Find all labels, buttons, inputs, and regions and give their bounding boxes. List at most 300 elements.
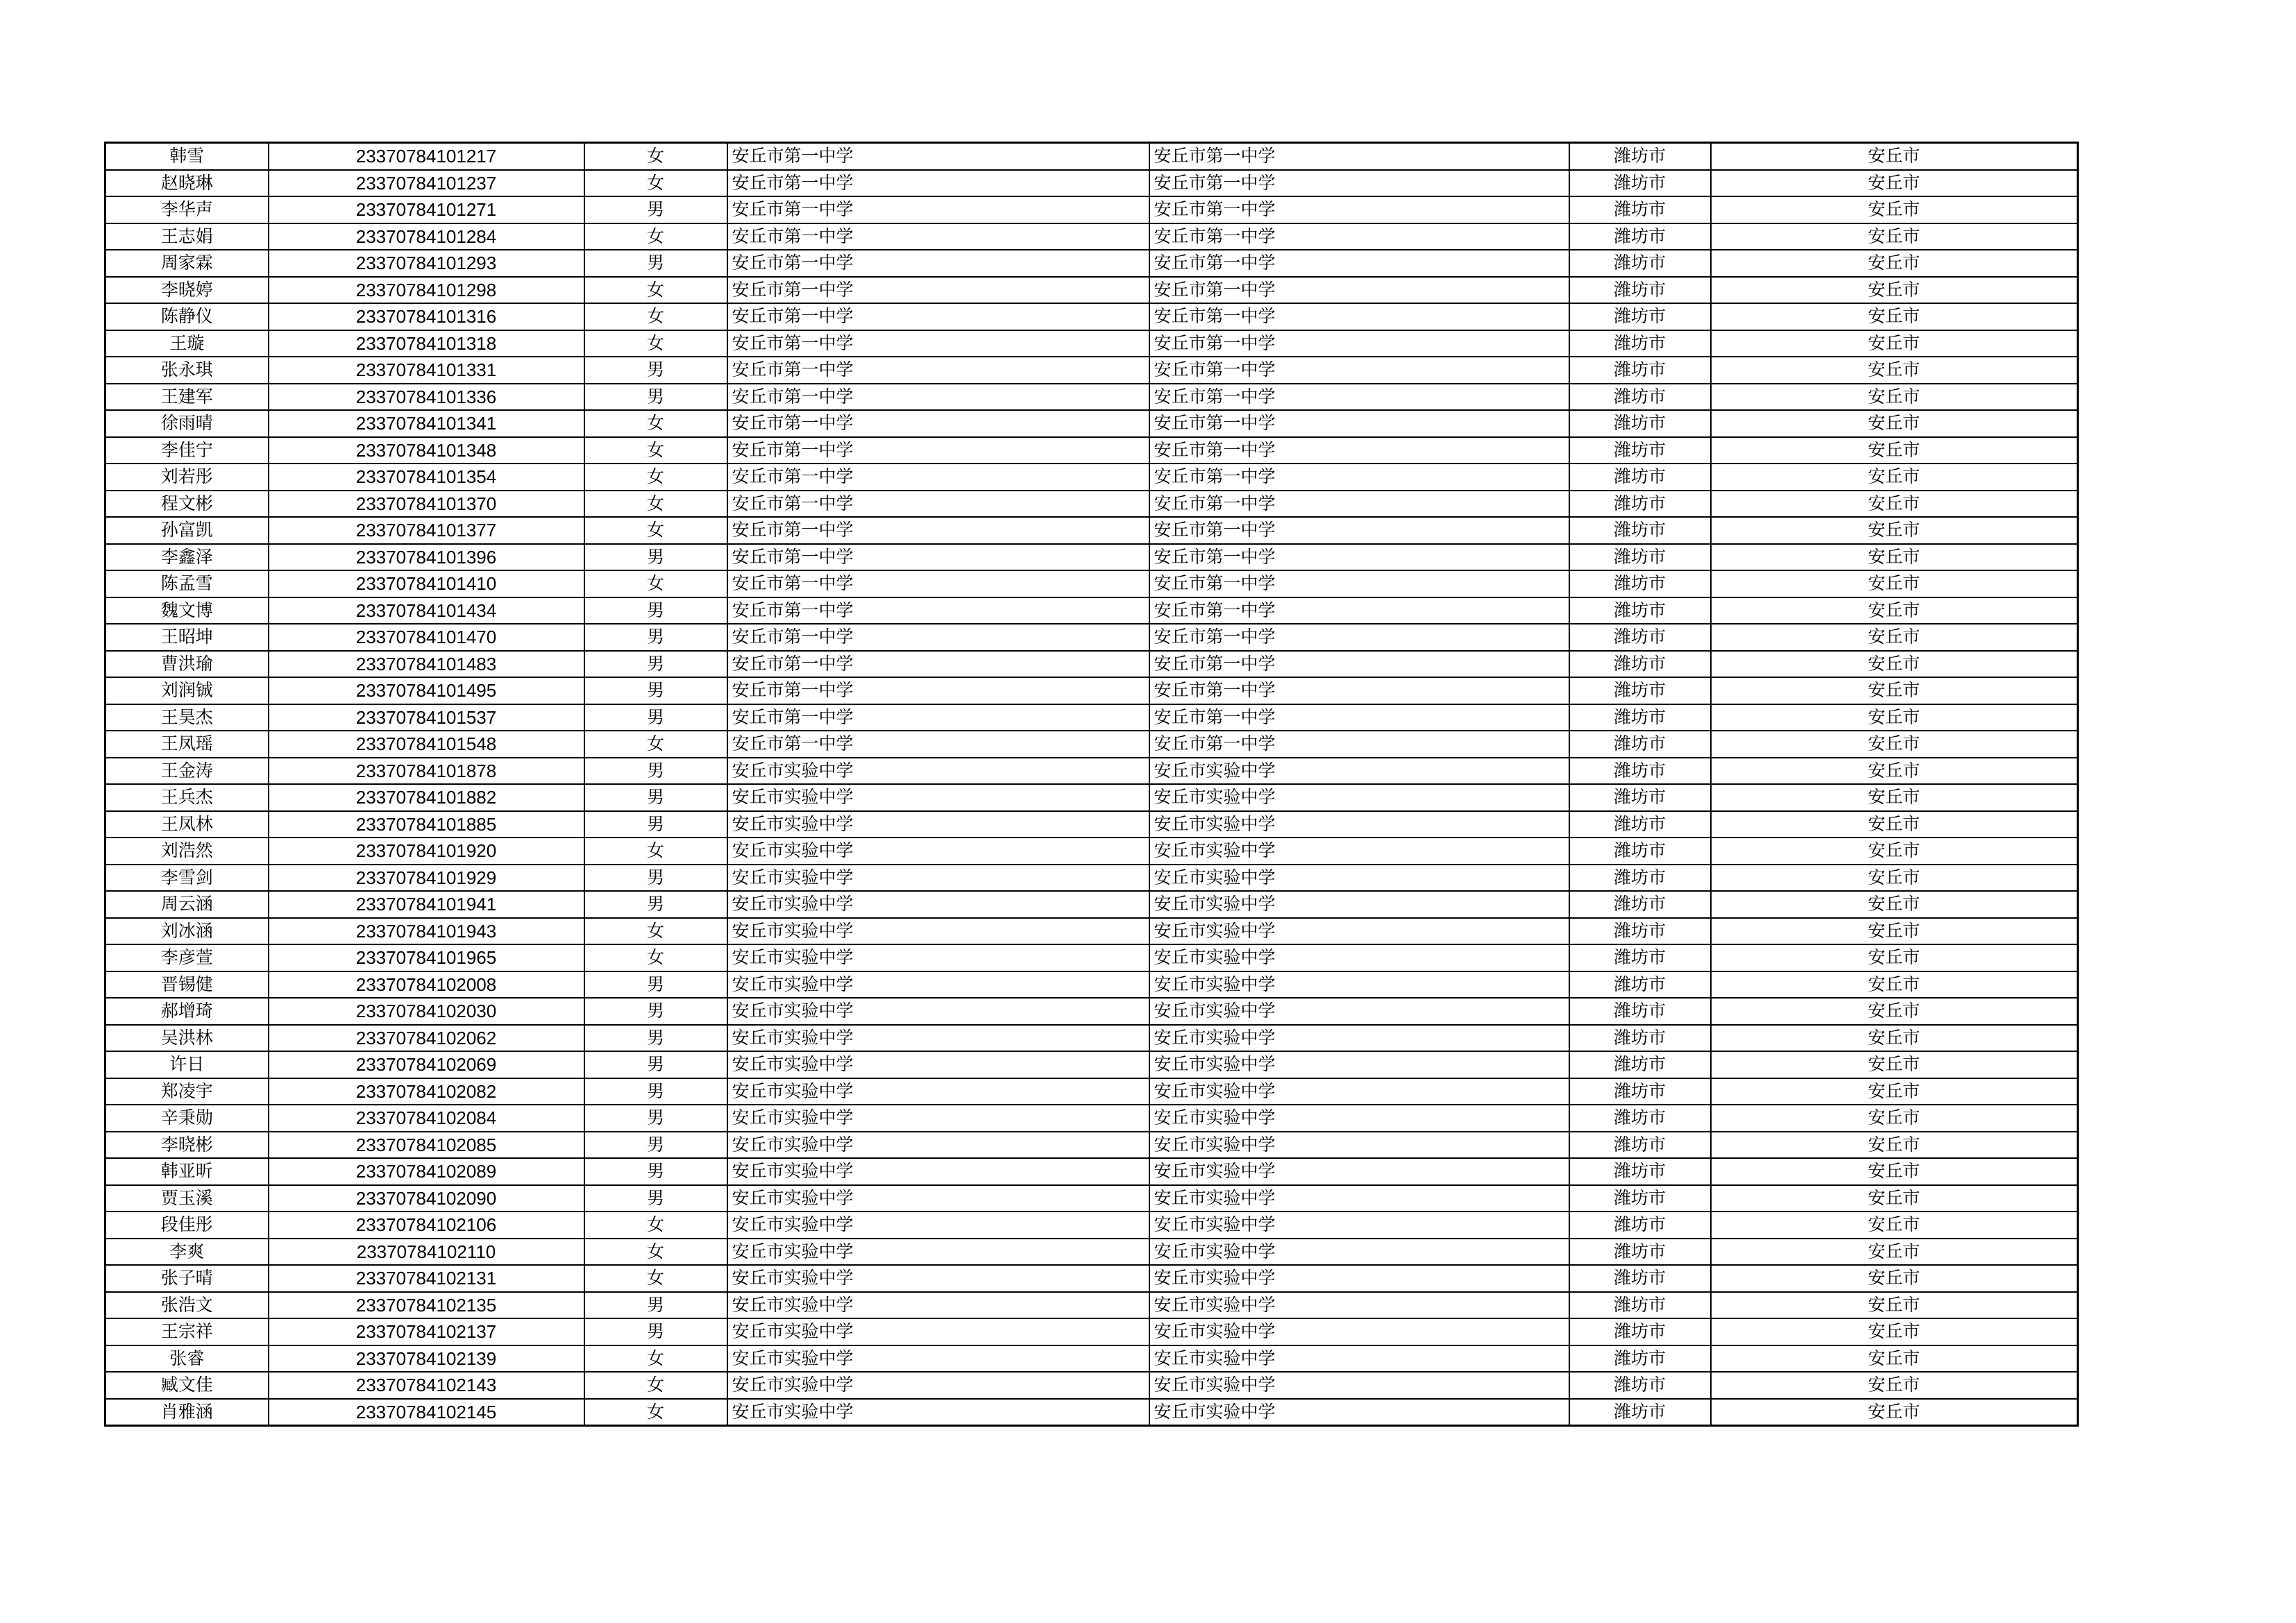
exam-number-cell: 23370784101943 [269, 918, 584, 945]
county-cell: 安丘市 [1711, 1265, 2078, 1292]
exam-number-cell: 23370784101434 [269, 597, 584, 624]
city-cell: 潍坊市 [1569, 491, 1711, 518]
table-row [105, 704, 2078, 731]
county-cell: 安丘市 [1711, 597, 2078, 624]
student-name-cell: 周云涵 [105, 891, 269, 918]
exam-number-cell: 23370784101495 [269, 677, 584, 704]
school-cell: 安丘市第一中学 [727, 384, 1149, 411]
county-cell: 安丘市 [1711, 998, 2078, 1025]
gender-cell: 男 [584, 597, 727, 624]
school-cell: 安丘市第一中学 [727, 330, 1149, 357]
school-secondary-cell: 安丘市实验中学 [1149, 1185, 1569, 1212]
city-cell: 潍坊市 [1569, 223, 1711, 250]
school-secondary-cell: 安丘市第一中学 [1149, 544, 1569, 571]
table-row [105, 1292, 2078, 1319]
county-cell: 安丘市 [1711, 1078, 2078, 1105]
city-cell: 潍坊市 [1569, 1078, 1711, 1105]
table-row [105, 1025, 2078, 1052]
student-name-cell: 王昊杰 [105, 704, 269, 731]
school-cell: 安丘市第一中学 [727, 544, 1149, 571]
school-secondary-cell: 安丘市实验中学 [1149, 1372, 1569, 1399]
gender-cell: 女 [584, 330, 727, 357]
city-cell: 潍坊市 [1569, 437, 1711, 464]
exam-number-cell: 23370784101354 [269, 464, 584, 491]
county-cell: 安丘市 [1711, 811, 2078, 838]
school-cell: 安丘市第一中学 [727, 464, 1149, 491]
exam-number-cell: 23370784101470 [269, 624, 584, 651]
county-cell: 安丘市 [1711, 784, 2078, 811]
table-row [105, 491, 2078, 518]
gender-cell: 女 [584, 1345, 727, 1373]
city-cell: 潍坊市 [1569, 597, 1711, 624]
gender-cell: 男 [584, 784, 727, 811]
student-name-cell: 许日 [105, 1051, 269, 1078]
table-row [105, 570, 2078, 597]
county-cell: 安丘市 [1711, 624, 2078, 651]
exam-number-cell: 23370784101929 [269, 865, 584, 892]
table-row [105, 597, 2078, 624]
gender-cell: 男 [584, 1105, 727, 1132]
gender-cell: 男 [584, 384, 727, 411]
exam-number-cell: 23370784101318 [269, 330, 584, 357]
city-cell: 潍坊市 [1569, 1212, 1711, 1239]
student-name-cell: 段佳彤 [105, 1212, 269, 1239]
gender-cell: 女 [584, 944, 727, 971]
exam-number-cell: 23370784102131 [269, 1265, 584, 1292]
city-cell: 潍坊市 [1569, 1025, 1711, 1052]
city-cell: 潍坊市 [1569, 143, 1711, 170]
gender-cell: 男 [584, 250, 727, 277]
county-cell: 安丘市 [1711, 1051, 2078, 1078]
table-row [105, 1399, 2078, 1426]
student-table [104, 142, 2079, 1427]
school-cell: 安丘市实验中学 [727, 1239, 1149, 1266]
school-cell: 安丘市第一中学 [727, 731, 1149, 758]
student-name-cell: 孙富凯 [105, 517, 269, 544]
table-row [105, 758, 2078, 785]
school-cell: 安丘市第一中学 [727, 491, 1149, 518]
county-cell: 安丘市 [1711, 544, 2078, 571]
city-cell: 潍坊市 [1569, 1399, 1711, 1426]
city-cell: 潍坊市 [1569, 1158, 1711, 1185]
exam-number-cell: 23370784102139 [269, 1345, 584, 1373]
school-secondary-cell: 安丘市第一中学 [1149, 410, 1569, 437]
student-name-cell: 李雪剑 [105, 865, 269, 892]
school-cell: 安丘市第一中学 [727, 196, 1149, 223]
exam-number-cell: 23370784102084 [269, 1105, 584, 1132]
school-secondary-cell: 安丘市实验中学 [1149, 1345, 1569, 1373]
gender-cell: 女 [584, 1239, 727, 1266]
county-cell: 安丘市 [1711, 1212, 2078, 1239]
school-cell: 安丘市实验中学 [727, 1265, 1149, 1292]
table-row [105, 1239, 2078, 1266]
school-secondary-cell: 安丘市实验中学 [1149, 1158, 1569, 1185]
table-row [105, 651, 2078, 678]
exam-number-cell: 23370784102135 [269, 1292, 584, 1319]
gender-cell: 男 [584, 758, 727, 785]
school-secondary-cell: 安丘市第一中学 [1149, 491, 1569, 518]
city-cell: 潍坊市 [1569, 1132, 1711, 1159]
student-name-cell: 李彦萱 [105, 944, 269, 971]
student-name-cell: 王金涛 [105, 758, 269, 785]
table-row [105, 196, 2078, 223]
school-secondary-cell: 安丘市实验中学 [1149, 1265, 1569, 1292]
county-cell: 安丘市 [1711, 384, 2078, 411]
student-name-cell: 贾玉溪 [105, 1185, 269, 1212]
school-cell: 安丘市实验中学 [727, 1345, 1149, 1373]
student-name-cell: 陈静仪 [105, 303, 269, 330]
gender-cell: 男 [584, 357, 727, 384]
student-name-cell: 赵晓琳 [105, 170, 269, 197]
school-secondary-cell: 安丘市实验中学 [1149, 1212, 1569, 1239]
exam-number-cell: 23370784101284 [269, 223, 584, 250]
table-body [105, 143, 2078, 1426]
student-name-cell: 郑凌宇 [105, 1078, 269, 1105]
table-row [105, 1051, 2078, 1078]
student-name-cell: 刘浩然 [105, 838, 269, 865]
student-name-cell: 陈孟雪 [105, 570, 269, 597]
county-cell: 安丘市 [1711, 223, 2078, 250]
table-row [105, 1372, 2078, 1399]
gender-cell: 男 [584, 1292, 727, 1319]
exam-number-cell: 23370784102137 [269, 1318, 584, 1345]
exam-number-cell: 23370784102106 [269, 1212, 584, 1239]
school-secondary-cell: 安丘市实验中学 [1149, 1105, 1569, 1132]
county-cell: 安丘市 [1711, 971, 2078, 999]
student-name-cell: 李爽 [105, 1239, 269, 1266]
city-cell: 潍坊市 [1569, 1239, 1711, 1266]
school-cell: 安丘市实验中学 [727, 1399, 1149, 1426]
county-cell: 安丘市 [1711, 1345, 2078, 1373]
exam-number-cell: 23370784101348 [269, 437, 584, 464]
exam-number-cell: 23370784102090 [269, 1185, 584, 1212]
city-cell: 潍坊市 [1569, 998, 1711, 1025]
gender-cell: 女 [584, 223, 727, 250]
exam-number-cell: 23370784102089 [269, 1158, 584, 1185]
table-row [105, 677, 2078, 704]
gender-cell: 女 [584, 731, 727, 758]
county-cell: 安丘市 [1711, 838, 2078, 865]
table-row [105, 731, 2078, 758]
gender-cell: 女 [584, 838, 727, 865]
school-cell: 安丘市实验中学 [727, 1212, 1149, 1239]
table-row [105, 170, 2078, 197]
county-cell: 安丘市 [1711, 437, 2078, 464]
table-row [105, 1105, 2078, 1132]
school-secondary-cell: 安丘市第一中学 [1149, 624, 1569, 651]
student-name-cell: 徐雨晴 [105, 410, 269, 437]
exam-number-cell: 23370784101298 [269, 277, 584, 304]
school-secondary-cell: 安丘市实验中学 [1149, 944, 1569, 971]
school-cell: 安丘市第一中学 [727, 170, 1149, 197]
table-row [105, 1265, 2078, 1292]
county-cell: 安丘市 [1711, 1025, 2078, 1052]
city-cell: 潍坊市 [1569, 384, 1711, 411]
gender-cell: 女 [584, 1399, 727, 1426]
gender-cell: 男 [584, 544, 727, 571]
exam-number-cell: 23370784101331 [269, 357, 584, 384]
table-row [105, 303, 2078, 330]
exam-number-cell: 23370784102143 [269, 1372, 584, 1399]
student-name-cell: 王璇 [105, 330, 269, 357]
gender-cell: 女 [584, 570, 727, 597]
table-row [105, 891, 2078, 918]
county-cell: 安丘市 [1711, 330, 2078, 357]
student-name-cell: 张永琪 [105, 357, 269, 384]
student-name-cell: 周家霖 [105, 250, 269, 277]
gender-cell: 男 [584, 1158, 727, 1185]
student-name-cell: 张睿 [105, 1345, 269, 1373]
city-cell: 潍坊市 [1569, 651, 1711, 678]
gender-cell: 男 [584, 677, 727, 704]
table-row [105, 784, 2078, 811]
county-cell: 安丘市 [1711, 891, 2078, 918]
gender-cell: 女 [584, 464, 727, 491]
table-row [105, 330, 2078, 357]
gender-cell: 女 [584, 918, 727, 945]
school-cell: 安丘市实验中学 [727, 1105, 1149, 1132]
city-cell: 潍坊市 [1569, 971, 1711, 999]
city-cell: 潍坊市 [1569, 357, 1711, 384]
school-secondary-cell: 安丘市实验中学 [1149, 918, 1569, 945]
school-cell: 安丘市第一中学 [727, 143, 1149, 170]
county-cell: 安丘市 [1711, 1132, 2078, 1159]
exam-number-cell: 23370784101548 [269, 731, 584, 758]
exam-number-cell: 23370784102082 [269, 1078, 584, 1105]
school-secondary-cell: 安丘市实验中学 [1149, 971, 1569, 999]
gender-cell: 男 [584, 1318, 727, 1345]
gender-cell: 男 [584, 1078, 727, 1105]
school-secondary-cell: 安丘市实验中学 [1149, 998, 1569, 1025]
student-name-cell: 王昭坤 [105, 624, 269, 651]
student-name-cell: 王凤瑶 [105, 731, 269, 758]
table-row [105, 357, 2078, 384]
gender-cell: 男 [584, 1132, 727, 1159]
city-cell: 潍坊市 [1569, 330, 1711, 357]
city-cell: 潍坊市 [1569, 410, 1711, 437]
school-secondary-cell: 安丘市实验中学 [1149, 1051, 1569, 1078]
exam-number-cell: 23370784101336 [269, 384, 584, 411]
school-secondary-cell: 安丘市实验中学 [1149, 1025, 1569, 1052]
school-cell: 安丘市实验中学 [727, 891, 1149, 918]
student-name-cell: 晋锡健 [105, 971, 269, 999]
city-cell: 潍坊市 [1569, 250, 1711, 277]
county-cell: 安丘市 [1711, 1105, 2078, 1132]
school-secondary-cell: 安丘市第一中学 [1149, 330, 1569, 357]
exam-number-cell: 23370784101271 [269, 196, 584, 223]
county-cell: 安丘市 [1711, 357, 2078, 384]
city-cell: 潍坊市 [1569, 1345, 1711, 1373]
school-secondary-cell: 安丘市第一中学 [1149, 570, 1569, 597]
city-cell: 潍坊市 [1569, 1051, 1711, 1078]
county-cell: 安丘市 [1711, 944, 2078, 971]
gender-cell: 男 [584, 971, 727, 999]
school-secondary-cell: 安丘市第一中学 [1149, 196, 1569, 223]
school-cell: 安丘市第一中学 [727, 704, 1149, 731]
exam-number-cell: 23370784102085 [269, 1132, 584, 1159]
city-cell: 潍坊市 [1569, 731, 1711, 758]
school-secondary-cell: 安丘市第一中学 [1149, 704, 1569, 731]
city-cell: 潍坊市 [1569, 1105, 1711, 1132]
student-name-cell: 韩亚昕 [105, 1158, 269, 1185]
city-cell: 潍坊市 [1569, 784, 1711, 811]
table-row [105, 1078, 2078, 1105]
exam-number-cell: 23370784101377 [269, 517, 584, 544]
gender-cell: 男 [584, 1025, 727, 1052]
exam-number-cell: 23370784102062 [269, 1025, 584, 1052]
county-cell: 安丘市 [1711, 170, 2078, 197]
gender-cell: 女 [584, 437, 727, 464]
exam-number-cell: 23370784101965 [269, 944, 584, 971]
school-secondary-cell: 安丘市实验中学 [1149, 1292, 1569, 1319]
county-cell: 安丘市 [1711, 491, 2078, 518]
city-cell: 潍坊市 [1569, 891, 1711, 918]
gender-cell: 女 [584, 1372, 727, 1399]
school-cell: 安丘市实验中学 [727, 784, 1149, 811]
school-secondary-cell: 安丘市实验中学 [1149, 891, 1569, 918]
student-name-cell: 李佳宁 [105, 437, 269, 464]
table-row [105, 384, 2078, 411]
school-cell: 安丘市实验中学 [727, 1372, 1149, 1399]
city-cell: 潍坊市 [1569, 758, 1711, 785]
school-secondary-cell: 安丘市第一中学 [1149, 384, 1569, 411]
exam-number-cell: 23370784101483 [269, 651, 584, 678]
student-name-cell: 肖雅涵 [105, 1399, 269, 1426]
school-secondary-cell: 安丘市第一中学 [1149, 677, 1569, 704]
school-secondary-cell: 安丘市第一中学 [1149, 597, 1569, 624]
exam-number-cell: 23370784102030 [269, 998, 584, 1025]
student-name-cell: 张浩文 [105, 1292, 269, 1319]
school-cell: 安丘市实验中学 [727, 971, 1149, 999]
gender-cell: 女 [584, 1212, 727, 1239]
school-cell: 安丘市第一中学 [727, 277, 1149, 304]
school-secondary-cell: 安丘市实验中学 [1149, 1399, 1569, 1426]
county-cell: 安丘市 [1711, 1158, 2078, 1185]
county-cell: 安丘市 [1711, 704, 2078, 731]
city-cell: 潍坊市 [1569, 918, 1711, 945]
city-cell: 潍坊市 [1569, 570, 1711, 597]
school-secondary-cell: 安丘市第一中学 [1149, 277, 1569, 304]
school-cell: 安丘市第一中学 [727, 570, 1149, 597]
school-cell: 安丘市实验中学 [727, 1318, 1149, 1345]
school-cell: 安丘市实验中学 [727, 1158, 1149, 1185]
school-secondary-cell: 安丘市第一中学 [1149, 223, 1569, 250]
student-name-cell: 曹洪瑜 [105, 651, 269, 678]
school-secondary-cell: 安丘市实验中学 [1149, 1239, 1569, 1266]
gender-cell: 男 [584, 998, 727, 1025]
table-row [105, 1318, 2078, 1345]
table-row [105, 624, 2078, 651]
county-cell: 安丘市 [1711, 1185, 2078, 1212]
student-name-cell: 李鑫泽 [105, 544, 269, 571]
table-row [105, 944, 2078, 971]
student-name-cell: 刘若彤 [105, 464, 269, 491]
gender-cell: 女 [584, 170, 727, 197]
table-row [105, 277, 2078, 304]
exam-number-cell: 23370784101370 [269, 491, 584, 518]
county-cell: 安丘市 [1711, 1399, 2078, 1426]
school-secondary-cell: 安丘市第一中学 [1149, 651, 1569, 678]
table-row [105, 838, 2078, 865]
gender-cell: 女 [584, 410, 727, 437]
school-cell: 安丘市实验中学 [727, 998, 1149, 1025]
exam-number-cell: 23370784102069 [269, 1051, 584, 1078]
table-row [105, 410, 2078, 437]
student-name-cell: 魏文博 [105, 597, 269, 624]
city-cell: 潍坊市 [1569, 1265, 1711, 1292]
student-name-cell: 王宗祥 [105, 1318, 269, 1345]
school-secondary-cell: 安丘市实验中学 [1149, 1078, 1569, 1105]
city-cell: 潍坊市 [1569, 677, 1711, 704]
school-cell: 安丘市第一中学 [727, 303, 1149, 330]
school-cell: 安丘市实验中学 [727, 1025, 1149, 1052]
school-cell: 安丘市第一中学 [727, 250, 1149, 277]
school-cell: 安丘市第一中学 [727, 651, 1149, 678]
county-cell: 安丘市 [1711, 517, 2078, 544]
table-row [105, 998, 2078, 1025]
city-cell: 潍坊市 [1569, 1292, 1711, 1319]
school-cell: 安丘市实验中学 [727, 1078, 1149, 1105]
school-cell: 安丘市第一中学 [727, 223, 1149, 250]
table-row [105, 1212, 2078, 1239]
exam-number-cell: 23370784101341 [269, 410, 584, 437]
table-row [105, 1185, 2078, 1212]
gender-cell: 男 [584, 1185, 727, 1212]
student-name-cell: 王志娟 [105, 223, 269, 250]
county-cell: 安丘市 [1711, 1318, 2078, 1345]
city-cell: 潍坊市 [1569, 196, 1711, 223]
gender-cell: 女 [584, 517, 727, 544]
gender-cell: 男 [584, 865, 727, 892]
table-row [105, 250, 2078, 277]
exam-number-cell: 23370784101316 [269, 303, 584, 330]
exam-number-cell: 23370784102008 [269, 971, 584, 999]
city-cell: 潍坊市 [1569, 170, 1711, 197]
table-row [105, 865, 2078, 892]
county-cell: 安丘市 [1711, 865, 2078, 892]
county-cell: 安丘市 [1711, 1372, 2078, 1399]
exam-number-cell: 23370784101293 [269, 250, 584, 277]
student-name-cell: 刘冰涵 [105, 918, 269, 945]
gender-cell: 女 [584, 1265, 727, 1292]
gender-cell: 女 [584, 143, 727, 170]
school-cell: 安丘市实验中学 [727, 944, 1149, 971]
table-row [105, 811, 2078, 838]
student-name-cell: 臧文佳 [105, 1372, 269, 1399]
school-cell: 安丘市第一中学 [727, 357, 1149, 384]
school-secondary-cell: 安丘市第一中学 [1149, 437, 1569, 464]
county-cell: 安丘市 [1711, 464, 2078, 491]
school-secondary-cell: 安丘市第一中学 [1149, 143, 1569, 170]
gender-cell: 男 [584, 624, 727, 651]
school-cell: 安丘市实验中学 [727, 1185, 1149, 1212]
county-cell: 安丘市 [1711, 196, 2078, 223]
gender-cell: 女 [584, 303, 727, 330]
student-name-cell: 王建军 [105, 384, 269, 411]
student-name-cell: 郝增琦 [105, 998, 269, 1025]
county-cell: 安丘市 [1711, 651, 2078, 678]
table-row [105, 971, 2078, 999]
table-row [105, 544, 2078, 571]
exam-number-cell: 23370784101920 [269, 838, 584, 865]
exam-number-cell: 23370784101396 [269, 544, 584, 571]
exam-number-cell: 23370784101941 [269, 891, 584, 918]
city-cell: 潍坊市 [1569, 277, 1711, 304]
gender-cell: 男 [584, 651, 727, 678]
school-secondary-cell: 安丘市实验中学 [1149, 784, 1569, 811]
city-cell: 潍坊市 [1569, 811, 1711, 838]
exam-number-cell: 23370784102110 [269, 1239, 584, 1266]
